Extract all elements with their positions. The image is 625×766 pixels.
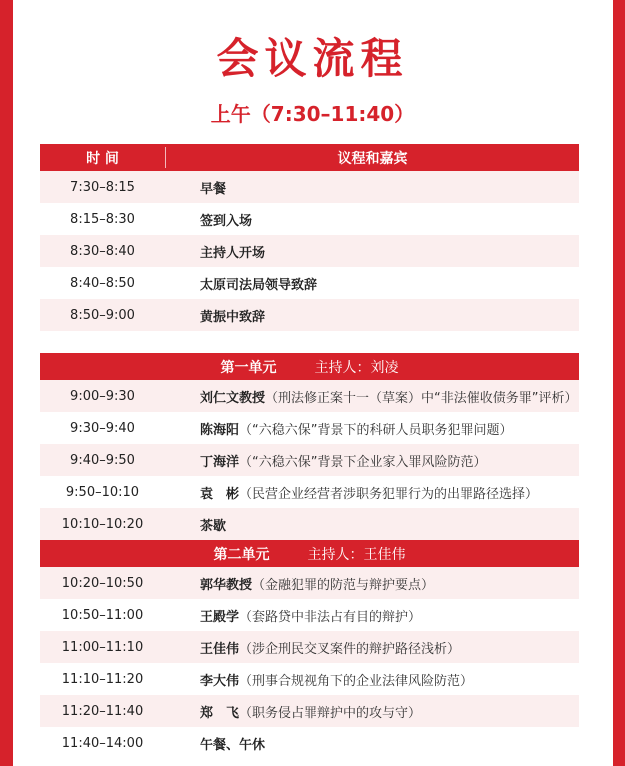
unit2-host: 主持人：王佳伟 (307, 546, 406, 563)
row-program (165, 242, 579, 261)
row-topic: （金融犯罪的防范与辩护要点） (252, 577, 435, 593)
unit2-section (40, 567, 579, 759)
row-program (165, 306, 579, 325)
table-row (40, 235, 579, 267)
page-title: 会议流程 (216, 34, 409, 83)
row-time: 11:00–11:10 (61, 639, 144, 655)
row-time: 8:30–8:40 (70, 243, 135, 259)
row-topic: （涉企刑民交叉案件的辩护路径浅析） (239, 641, 461, 657)
row-speaker: 李大伟 (200, 673, 240, 689)
row-topic: （刑法修正案十一（草案）中“非法催收债务罪”评析） (265, 390, 578, 406)
row-program (165, 178, 579, 197)
row-time: 9:50–10:10 (65, 484, 140, 500)
unit1-bar (40, 353, 579, 380)
session-heading: 上午（7:30–11:40） (210, 102, 415, 126)
table-row (40, 631, 579, 663)
row-speaker: 王佳伟 (200, 641, 240, 657)
row-speaker: 丁海洋 (200, 454, 240, 470)
row-topic: （民营企业经营者涉职务犯罪行为的出罪路径选择） (239, 486, 539, 502)
row-program (165, 210, 579, 229)
row-time: 7:30–8:15 (70, 179, 135, 195)
row-speaker: 袁 彬 (200, 486, 240, 502)
row-topic: （刑事合规视角下的企业法律风险防范） (239, 673, 474, 689)
row-program (165, 515, 579, 534)
table-row (40, 171, 579, 203)
header-program: 议程和嘉宾 (337, 150, 408, 167)
table-row (40, 663, 579, 695)
table-row (40, 299, 579, 331)
unit2-bar (40, 540, 579, 567)
row-time: 10:10–10:20 (61, 516, 144, 532)
row-time: 11:40–14:00 (61, 735, 144, 751)
table-row (40, 599, 579, 631)
table-row (40, 695, 579, 727)
row-speaker: 午餐、午休 (200, 737, 266, 753)
row-program (165, 574, 579, 593)
row-topic: （“六稳六保”背景下的科研人员职务犯罪问题） (239, 422, 513, 438)
row-program (165, 387, 579, 406)
row-time: 11:20–11:40 (61, 703, 144, 719)
row-program (165, 638, 579, 657)
row-topic: （套路贷中非法占有目的辩护） (239, 609, 422, 625)
row-program (165, 274, 579, 293)
row-program (165, 734, 579, 753)
table-row (40, 727, 579, 759)
row-speaker: 茶歇 (200, 518, 227, 534)
row-time: 8:15–8:30 (70, 211, 135, 227)
table-row (40, 444, 579, 476)
row-speaker: 黄振中致辞 (200, 309, 266, 325)
row-time: 9:30–9:40 (70, 420, 135, 436)
row-time: 8:40–8:50 (70, 275, 135, 291)
row-time: 9:00–9:30 (70, 388, 135, 404)
row-time: 9:40–9:50 (70, 452, 135, 468)
unit2-title: 第二单元 (213, 546, 270, 563)
unit1-title: 第一单元 (220, 359, 277, 376)
opening-section (40, 171, 579, 331)
row-program (165, 451, 579, 470)
row-speaker: 郭华教授 (200, 577, 253, 593)
row-speaker: 太原司法局领导致辞 (200, 277, 318, 293)
table-header (40, 144, 579, 171)
row-time: 11:10–11:20 (61, 671, 144, 687)
row-speaker: 签到入场 (200, 213, 253, 229)
header-time: 时 间 (86, 150, 119, 167)
row-speaker: 刘仁文教授 (200, 390, 266, 406)
row-speaker: 陈海阳 (200, 422, 240, 438)
table-row (40, 508, 579, 540)
table-row (40, 476, 579, 508)
unit1-host: 主持人：刘凌 (314, 359, 399, 376)
table-row (40, 267, 579, 299)
table-row (40, 412, 579, 444)
row-program (165, 483, 579, 502)
row-speaker: 王殿学 (200, 609, 240, 625)
row-topic: （“六稳六保”背景下企业家入罪风险防范） (239, 454, 487, 470)
agenda-table (40, 144, 579, 759)
row-program (165, 419, 579, 438)
table-row (40, 567, 579, 599)
row-program (165, 702, 579, 721)
table-row (40, 380, 579, 412)
row-time: 10:50–11:00 (61, 607, 144, 623)
row-topic: （职务侵占罪辩护中的攻与守） (239, 705, 422, 721)
unit1-section (40, 380, 579, 540)
row-program (165, 670, 579, 689)
row-speaker: 郑 飞 (200, 705, 240, 721)
row-program (165, 606, 579, 625)
table-row (40, 203, 579, 235)
row-speaker: 早餐 (200, 181, 227, 197)
section-gap (40, 331, 579, 353)
row-time: 8:50–9:00 (70, 307, 135, 323)
row-speaker: 主持人开场 (200, 245, 266, 261)
row-time: 10:20–10:50 (61, 575, 144, 591)
